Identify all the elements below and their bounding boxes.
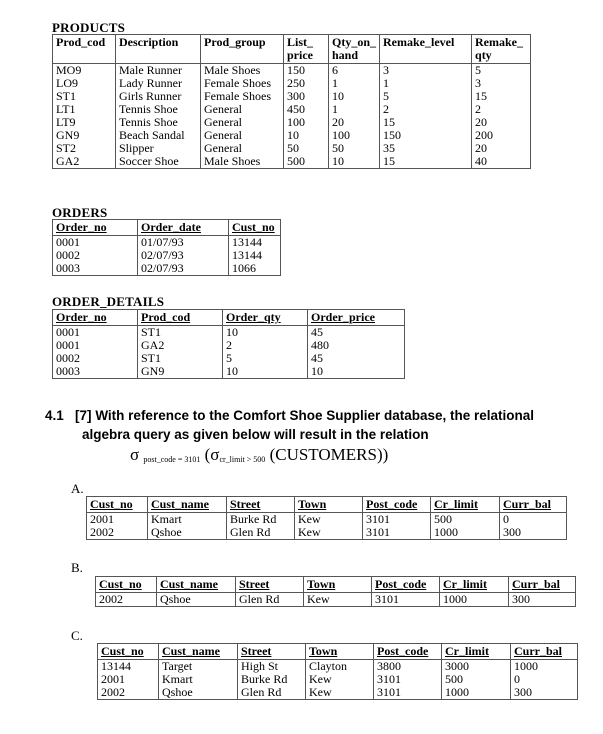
products-title: PRODUCTS — [52, 20, 126, 35]
table-cell: Slipper — [116, 142, 201, 155]
table-cell: Kmart — [148, 513, 227, 527]
option-b-row — [96, 593, 576, 607]
option-c-header-cell: Post_code — [374, 644, 442, 660]
table-cell: 0001 — [53, 236, 138, 250]
table-cell: 0 — [500, 513, 567, 527]
option-a-table — [86, 496, 567, 540]
table-cell: 150 — [380, 129, 472, 142]
table-cell: 5 — [380, 90, 472, 103]
table-cell: Clayton — [306, 660, 374, 674]
table-cell: LO9 — [53, 77, 116, 90]
table-cell: 1 — [329, 77, 380, 90]
table-cell: 10 — [223, 326, 308, 340]
table-cell: 3800 — [374, 660, 442, 674]
order-details-title: ORDER_DETAILS — [52, 294, 165, 309]
option-b-header-cell: Cust_name — [157, 577, 236, 593]
option-a-header-cell: Cust_name — [148, 497, 227, 513]
table-cell: 1066 — [229, 262, 281, 276]
table-cell: GA2 — [138, 339, 223, 352]
table-cell: ST2 — [53, 142, 116, 155]
table-cell: 1000 — [431, 526, 500, 540]
table-cell: General — [201, 129, 284, 142]
table-cell: 02/07/93 — [138, 262, 229, 276]
table-cell: 2002 — [87, 526, 148, 540]
inner-condition: cr_limit > 500 — [219, 455, 266, 464]
orders-title: ORDERS — [52, 205, 108, 220]
table-cell: 40 — [472, 155, 531, 169]
option-c-row — [98, 686, 578, 700]
table-cell: 1000 — [440, 593, 509, 607]
table-cell: 500 — [431, 513, 500, 527]
products-header-description: Description — [116, 35, 201, 64]
table-cell: 2002 — [96, 593, 157, 607]
option-b-header-cell: Curr_bal — [509, 577, 576, 593]
relation-name: (CUSTOMERS)) — [269, 445, 389, 464]
order-detail-row — [53, 326, 405, 340]
order-row — [53, 236, 281, 250]
table-cell: 10 — [329, 155, 380, 169]
table-cell: 150 — [284, 64, 329, 78]
table-cell: 2 — [223, 339, 308, 352]
table-cell: Soccer Shoe — [116, 155, 201, 169]
table-cell: 3101 — [363, 513, 431, 527]
products-header-list-price: List_ price — [284, 35, 329, 64]
table-cell: Burke Rd — [238, 673, 306, 686]
table-cell: 5 — [223, 352, 308, 365]
orders-header-order-date: Order_date — [138, 220, 229, 236]
option-c-header-cell: Cust_no — [98, 644, 159, 660]
table-cell: 6 — [329, 64, 380, 78]
table-cell: 250 — [284, 77, 329, 90]
order-row — [53, 262, 281, 276]
option-b-header-row — [96, 577, 576, 593]
option-a-label: A. — [71, 481, 84, 496]
option-c-row — [98, 660, 578, 674]
table-cell: 0003 — [53, 365, 138, 379]
option-a-row — [87, 526, 567, 540]
table-cell: Qshoe — [159, 686, 238, 700]
table-cell: 20 — [472, 116, 531, 129]
products-header-remake-level: Remake_level — [380, 35, 472, 64]
table-cell: 20 — [472, 142, 531, 155]
question-text-2: algebra query as given below will result in the relation — [82, 427, 429, 442]
table-cell: 3 — [472, 77, 531, 90]
table-cell: 15 — [380, 155, 472, 169]
table-cell: 0002 — [53, 249, 138, 262]
table-cell: 100 — [329, 129, 380, 142]
option-c-label: C. — [71, 628, 83, 643]
table-cell: 0001 — [53, 326, 138, 340]
option-c-header-cell: Cr_limit — [442, 644, 511, 660]
product-row — [53, 64, 531, 78]
table-cell: 3000 — [442, 660, 511, 674]
table-cell: 3101 — [372, 593, 440, 607]
table-cell: 01/07/93 — [138, 236, 229, 250]
table-cell: High St — [238, 660, 306, 674]
option-b-header-cell: Post_code — [372, 577, 440, 593]
table-cell: Kew — [295, 513, 363, 527]
table-cell: 2001 — [98, 673, 159, 686]
question-number: 4.1 — [45, 408, 64, 423]
table-cell: Kmart — [159, 673, 238, 686]
option-a-header-cell: Cust_no — [87, 497, 148, 513]
table-cell: Glen Rd — [238, 686, 306, 700]
table-cell: 2 — [472, 103, 531, 116]
question-text-1: With reference to the Comfort Shoe Supplier database, the relational — [95, 408, 535, 423]
table-cell: 45 — [308, 352, 405, 365]
table-cell: 100 — [284, 116, 329, 129]
table-cell: 300 — [500, 526, 567, 540]
table-cell: GA2 — [53, 155, 116, 169]
table-cell: 300 — [284, 90, 329, 103]
option-a-header-cell: Town — [295, 497, 363, 513]
table-cell: 1000 — [442, 686, 511, 700]
table-cell: 0 — [511, 673, 578, 686]
products-header-qty-on-hand: Qty_on_ hand — [329, 35, 380, 64]
table-cell: 20 — [329, 116, 380, 129]
order-details-header-order-qty: Order_qty — [223, 310, 308, 326]
table-cell: 1 — [380, 77, 472, 90]
table-cell: 35 — [380, 142, 472, 155]
table-cell: Beach Sandal — [116, 129, 201, 142]
table-cell: 50 — [284, 142, 329, 155]
table-cell: 50 — [329, 142, 380, 155]
table-cell: 480 — [308, 339, 405, 352]
option-a-row — [87, 513, 567, 527]
table-cell: 02/07/93 — [138, 249, 229, 262]
table-cell: 0002 — [53, 352, 138, 365]
table-cell: LT1 — [53, 103, 116, 116]
order-details-header-prod-cod: Prod_cod — [138, 310, 223, 326]
table-cell: 3101 — [374, 673, 442, 686]
orders-table — [52, 219, 281, 276]
table-cell: 200 — [472, 129, 531, 142]
table-cell: 10 — [223, 365, 308, 379]
order-details-header-row — [53, 310, 405, 326]
order-detail-row — [53, 365, 405, 379]
table-cell: Male Shoes — [201, 64, 284, 78]
table-cell: 0003 — [53, 262, 138, 276]
table-cell: ST1 — [138, 352, 223, 365]
table-cell: 10 — [308, 365, 405, 379]
table-cell: Kew — [306, 673, 374, 686]
table-cell: 15 — [380, 116, 472, 129]
option-b-table — [95, 576, 576, 607]
orders-header-row — [53, 220, 281, 236]
option-c-header-cell: Curr_bal — [511, 644, 578, 660]
table-cell: 15 — [472, 90, 531, 103]
table-cell: GN9 — [138, 365, 223, 379]
option-a-header-cell: Street — [227, 497, 295, 513]
table-cell: 3 — [380, 64, 472, 78]
orders-header-order-no: Order_no — [53, 220, 138, 236]
table-cell: Target — [159, 660, 238, 674]
products-header-row — [53, 35, 531, 64]
table-cell: Kew — [306, 686, 374, 700]
table-cell: ST1 — [53, 90, 116, 103]
table-cell: 1 — [329, 103, 380, 116]
option-a-header-cell: Curr_bal — [500, 497, 567, 513]
option-b-header-cell: Street — [236, 577, 304, 593]
table-cell: Kew — [304, 593, 372, 607]
table-cell: 1000 — [511, 660, 578, 674]
table-cell: Glen Rd — [236, 593, 304, 607]
order-details-table — [52, 309, 405, 379]
option-c-header-cell: Town — [306, 644, 374, 660]
table-cell: 10 — [329, 90, 380, 103]
option-c-header-cell: Street — [238, 644, 306, 660]
table-cell: Male Runner — [116, 64, 201, 78]
table-cell: Qshoe — [157, 593, 236, 607]
table-cell: 3101 — [374, 686, 442, 700]
table-cell: 500 — [442, 673, 511, 686]
option-c-header-cell: Cust_name — [159, 644, 238, 660]
option-b-header-cell: Cr_limit — [440, 577, 509, 593]
table-cell: 300 — [511, 686, 578, 700]
table-cell: GN9 — [53, 129, 116, 142]
table-cell: Lady Runner — [116, 77, 201, 90]
table-cell: Female Shoes — [201, 77, 284, 90]
question-marks: [7] — [75, 408, 92, 423]
table-cell: 13144 — [98, 660, 159, 674]
products-header-remake-qty: Remake_ qty — [472, 35, 531, 64]
table-cell: General — [201, 103, 284, 116]
option-b-header-cell: Cust_no — [96, 577, 157, 593]
products-header-prod-group: Prod_group — [201, 35, 284, 64]
order-details-header-order-no: Order_no — [53, 310, 138, 326]
table-cell: MO9 — [53, 64, 116, 78]
table-cell: 300 — [509, 593, 576, 607]
table-cell: 2 — [380, 103, 472, 116]
table-cell: ST1 — [138, 326, 223, 340]
option-c-header-row — [98, 644, 578, 660]
table-cell: 3101 — [363, 526, 431, 540]
table-cell: General — [201, 142, 284, 155]
table-cell: 13144 — [229, 236, 281, 250]
table-cell: Male Shoes — [201, 155, 284, 169]
sigma-symbol-inner: σ — [210, 445, 220, 464]
products-header-prod-cod: Prod_cod — [53, 35, 116, 64]
option-a-header-row — [87, 497, 567, 513]
table-cell: Qshoe — [148, 526, 227, 540]
question-line-1 — [45, 406, 534, 425]
product-row — [53, 155, 531, 169]
table-cell: Burke Rd — [227, 513, 295, 527]
products-table — [52, 34, 531, 169]
sigma-symbol-outer: σ — [130, 445, 140, 464]
table-cell: General — [201, 116, 284, 129]
table-cell: 500 — [284, 155, 329, 169]
order-details-header-order-price: Order_price — [308, 310, 405, 326]
table-cell: Tennis Shoe — [116, 116, 201, 129]
table-cell: 2002 — [98, 686, 159, 700]
table-cell: 13144 — [229, 249, 281, 262]
relational-algebra-expression: σ $_{post\_code = 3101}$ ($\sigma_{cr\_limit > 500}$ (CUSTOMERS)) — [130, 445, 389, 464]
table-cell: Tennis Shoe — [116, 103, 201, 116]
table-cell: Girls Runner — [116, 90, 201, 103]
table-cell: 450 — [284, 103, 329, 116]
option-a-header-cell: Post_code — [363, 497, 431, 513]
table-cell: LT9 — [53, 116, 116, 129]
table-cell: 5 — [472, 64, 531, 78]
table-cell: Glen Rd — [227, 526, 295, 540]
orders-header-cust-no: Cust_no — [229, 220, 281, 236]
option-c-table — [97, 643, 578, 700]
option-b-label: B. — [71, 560, 83, 575]
table-cell: 45 — [308, 326, 405, 340]
table-cell: 0001 — [53, 339, 138, 352]
option-b-header-cell: Town — [304, 577, 372, 593]
option-a-header-cell: Cr_limit — [431, 497, 500, 513]
table-cell: Female Shoes — [201, 90, 284, 103]
table-cell: 2001 — [87, 513, 148, 527]
outer-condition: post_code = 3101 — [143, 455, 201, 464]
table-cell: 10 — [284, 129, 329, 142]
table-cell: Kew — [295, 526, 363, 540]
